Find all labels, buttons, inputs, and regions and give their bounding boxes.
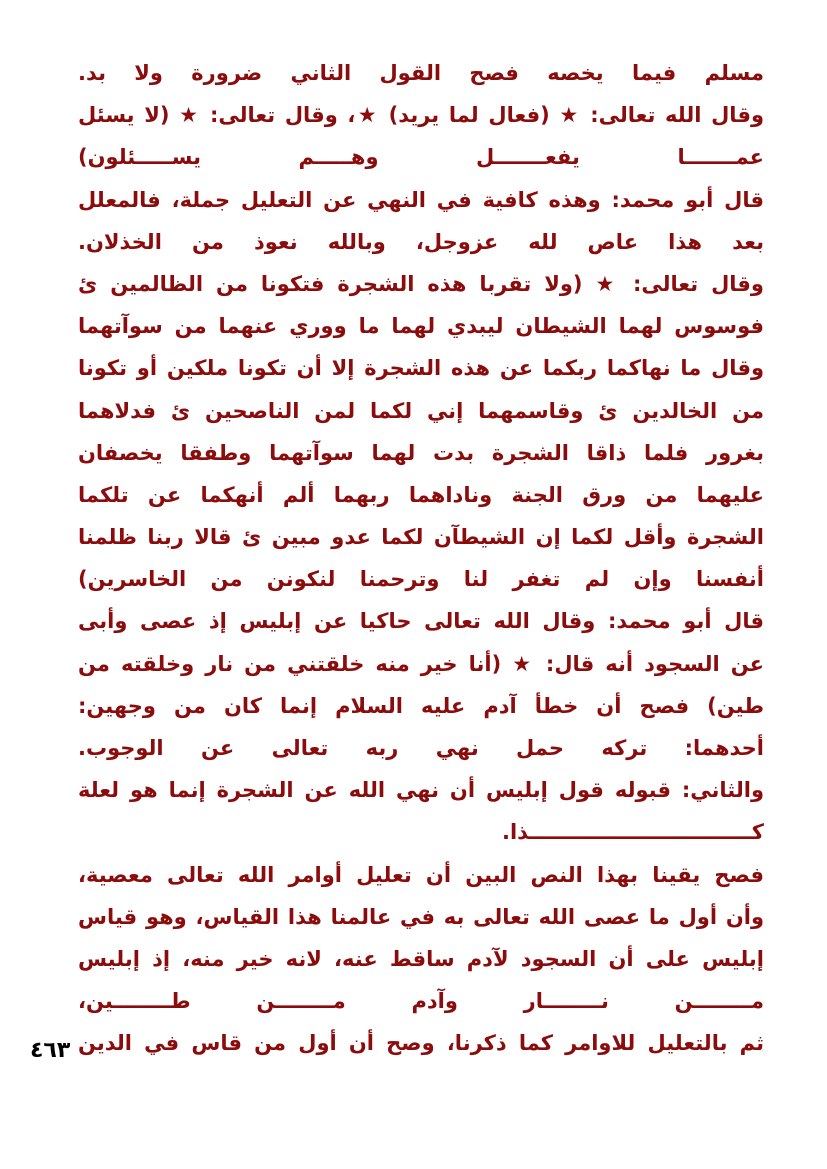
text-line: عليهما من ورق الجنة وناداهما ربهما ألم أنهكما عن تلكما: [78, 482, 764, 507]
text-line: فوسوس لهما الشيطان ليبدي لهما ما ووري عنهما من سوآتهما: [78, 314, 764, 339]
text-line: وقال ما نهاكما ربكما عن هذه الشجرة إلا أن تكونا ملكين أو تكونا: [78, 356, 764, 381]
text-line: عن السجود أنه قال: ★ (أنا خير منه خلقتني من نار وخلقته من: [78, 651, 764, 676]
text-line: إبليس على أن السجود لآدم ساقط عنه، لانه خير منه، إذ إبليس: [78, 946, 764, 971]
text-line: والثاني: قبوله قول إبليس أن نهي الله عن الشجرة إنما هو لعلة: [78, 778, 764, 803]
text-line: عمـــــــا يفعـــــــل وهـــــم يســـــئلون): [78, 145, 764, 170]
text-line: من الخالدين ئ وقاسمهما إني لكما لمن الناصحين ئ فدلاهما: [78, 398, 764, 423]
text-line: وقال الله تعالى: ★ (فعال لما يريد) ★، وقال تعالى: ★ (لا يسئل: [78, 103, 764, 128]
text-line: مــــــــن نــــــــار وآدم مــــــــن طــــــــين،: [78, 989, 764, 1014]
text-line: فصح يقينا بهذا النص البين أن تعليل أوامر الله تعالى معصية،: [78, 862, 764, 887]
text-line: مسلم فيما يخصه فصح القول الثاني ضرورة ولا بد.: [78, 61, 764, 85]
text-line: قال أبو محمد: وقال الله تعالى حاكيا عن إبليس إذ عصى وأبى: [78, 609, 764, 634]
text-line: بعد هذا عاص لله عزوجل، وبالله نعوذ من الخذلان.: [78, 229, 764, 254]
text-line: أنفسنا وإن لم تغفر لنا وترحمنا لنكونن من الخاسرين): [78, 567, 764, 592]
text-line: وأن أول ما عصى الله تعالى به في عالمنا هذا القياس، وهو قياس: [78, 904, 764, 929]
text-line: طين) فصح أن خطأ آدم عليه السلام إنما كان من وجهين:: [78, 693, 764, 718]
page-number: ٤٦٣: [30, 1038, 71, 1063]
text-line: كـــــــــــــــــــــــــــــــذا.: [501, 820, 764, 845]
text-line: بغرور فلما ذاقا الشجرة بدت لهما سوآتهما وطفقا يخصفان: [78, 440, 764, 465]
text-line: وقال تعالى: ★ (ولا تقربا هذه الشجرة فتكونا من الظالمين ئ: [78, 271, 764, 296]
text-line: ثم بالتعليل للاوامر كما ذكرنا، وصح أن أول من قاس في الدين: [78, 1031, 764, 1056]
page-body-text: [78, 52, 764, 1065]
text-line: الشجرة وأقل لكما إن الشيطآن لكما عدو مبين ئ قالا ربنا ظلمنا: [78, 525, 764, 550]
text-line: أحدهما: تركه حمل نهي ربه تعالى عن الوجوب.: [78, 736, 764, 760]
text-line: قال أبو محمد: وهذه كافية في النهي عن التعليل جملة، فالمعلل: [78, 187, 764, 212]
